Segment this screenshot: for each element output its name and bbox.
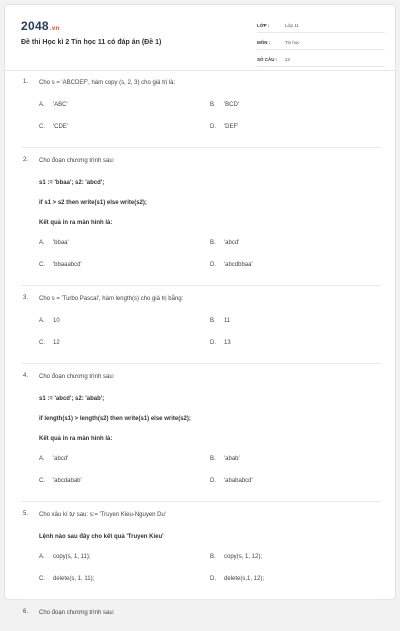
meta-value: Lớp 11 [285, 23, 299, 28]
question-item [5, 373, 397, 499]
option-letter: C. [39, 340, 45, 346]
option-letter: D. [210, 262, 216, 268]
code-line: Kết quả in ra màn hình là: [39, 436, 113, 442]
question-number: 4. [23, 373, 29, 379]
meta-row [257, 19, 385, 33]
option-row [39, 477, 381, 499]
question-number: 5. [23, 511, 29, 517]
code-line: s1 := 'abcd'; s2: 'abab'; [39, 396, 105, 402]
option-text: 'bbaaabcd' [53, 262, 82, 268]
code-line: Lệnh nào sau đây cho kết quả 'Truyen Kieu' [39, 534, 164, 540]
meta-row [257, 53, 385, 67]
option-letter: A. [39, 456, 45, 462]
option-letter: D. [210, 576, 216, 582]
meta-label: SỐ CÂU : [257, 57, 278, 62]
meta-label: LỚP : [257, 23, 270, 28]
answer-option[interactable] [210, 317, 381, 339]
question-text: Cho s = 'ABCDEF', hàm copy (s, 2, 3) cho giá trị là: [39, 80, 176, 86]
site-logo[interactable]: 2048.vn [21, 19, 60, 33]
option-text: copy(s, 1, 11); [53, 554, 91, 560]
question-item [5, 157, 397, 283]
option-row [39, 101, 381, 123]
option-letter: C. [39, 478, 45, 484]
option-text: 12 [53, 340, 60, 346]
exam-meta [257, 19, 385, 70]
option-text: 'abcd' [53, 456, 69, 462]
option-row [39, 455, 381, 477]
option-text: delete(s,1, 12); [224, 576, 265, 582]
option-letter: A. [39, 554, 45, 560]
meta-value: 22 [285, 57, 291, 62]
option-text: 'bbaa' [53, 240, 69, 246]
option-letter: B. [210, 554, 216, 560]
question-item [5, 511, 397, 597]
question-divider [21, 363, 381, 364]
option-text: 'BCD' [224, 102, 239, 108]
question-divider [21, 599, 381, 600]
meta-value: Tin học [285, 40, 300, 45]
answer-option[interactable] [210, 553, 381, 575]
option-row [39, 239, 381, 261]
option-row [39, 553, 381, 575]
exam-header [5, 5, 395, 71]
answer-option[interactable] [210, 339, 381, 361]
option-letter: C. [39, 262, 45, 268]
meta-label: MÔN : [257, 40, 271, 45]
answer-option[interactable] [39, 455, 210, 477]
option-text: delete(s, 1, 11); [53, 576, 95, 582]
question-item [5, 295, 397, 361]
option-text: 'abcd' [224, 240, 240, 246]
option-letter: B. [210, 102, 216, 108]
option-letter: C. [39, 576, 45, 582]
option-text: 'CDE' [53, 124, 68, 130]
question-text: Cho đoạn chương trình sau: [39, 610, 115, 616]
option-text: 'abcdbbaa' [224, 262, 253, 268]
question-divider [21, 285, 381, 286]
option-text: 10 [53, 318, 60, 324]
option-text: 11 [224, 318, 231, 324]
question-item [5, 609, 397, 631]
option-text: 'ABC' [53, 102, 68, 108]
option-letter: B. [210, 456, 216, 462]
meta-row [257, 36, 385, 50]
option-text: 13 [224, 340, 231, 346]
option-row [39, 339, 381, 361]
question-item [5, 79, 397, 145]
question-text: Cho xâu kí tự sau: s:= 'Truyen Kieu-Nguyen Du' [39, 512, 166, 518]
option-letter: D. [210, 124, 216, 130]
answer-option[interactable] [210, 239, 381, 261]
option-letter: A. [39, 102, 45, 108]
answer-option[interactable] [39, 553, 210, 575]
answer-option[interactable] [39, 317, 210, 339]
answer-option[interactable] [39, 123, 210, 145]
exam-sheet [4, 4, 396, 616]
option-letter: B. [210, 240, 216, 246]
question-list [5, 79, 397, 631]
question-number: 2. [23, 157, 29, 163]
question-text: Cho đoạn chương trình sau: [39, 374, 115, 380]
option-row [39, 317, 381, 339]
option-row [39, 575, 381, 597]
option-text: 'abab' [224, 456, 240, 462]
question-divider [21, 501, 381, 502]
answer-option[interactable] [210, 575, 381, 597]
code-line: if length(s1) > length(s2) then write(s1) else write(s2); [39, 416, 191, 422]
answer-option[interactable] [39, 575, 210, 597]
option-letter: C. [39, 124, 45, 130]
question-divider [21, 147, 381, 148]
option-letter: D. [210, 340, 216, 346]
question-text: Cho s = 'Turbo Pascal', hàm length(s) cho giá trị bằng: [39, 296, 184, 302]
question-text: Cho đoạn chương trình sau: [39, 158, 115, 164]
option-text: 'abababcd' [224, 478, 253, 484]
exam-title: Đề thi Học kì 2 Tin học 11 có đáp án (Đề 1) [21, 39, 162, 46]
answer-option[interactable] [39, 477, 210, 499]
answer-option[interactable] [39, 101, 210, 123]
code-line: Kết quả in ra màn hình là: [39, 220, 113, 226]
option-letter: B. [210, 318, 216, 324]
question-number: 6. [23, 609, 29, 615]
answer-option[interactable] [210, 261, 381, 283]
answer-option[interactable] [210, 101, 381, 123]
answer-option[interactable] [39, 261, 210, 283]
answer-option[interactable] [39, 239, 210, 261]
option-letter: A. [39, 240, 45, 246]
answer-option[interactable] [210, 455, 381, 477]
option-row [39, 261, 381, 283]
option-text: 'abcdabab' [53, 478, 82, 484]
code-line: if s1 > s2 then write(s1) else write(s2); [39, 200, 147, 206]
answer-option[interactable] [210, 123, 381, 145]
option-row [39, 123, 381, 145]
option-text: copy(s, 1, 12); [224, 554, 263, 560]
question-number: 1. [23, 79, 29, 85]
code-line: s1 := 'bbaa'; s2: 'abcd'; [39, 180, 105, 186]
option-text: 'DEF' [224, 124, 239, 130]
answer-option[interactable] [210, 477, 381, 499]
option-letter: D. [210, 478, 216, 484]
answer-option[interactable] [39, 339, 210, 361]
option-letter: A. [39, 318, 45, 324]
question-number: 3. [23, 295, 29, 301]
